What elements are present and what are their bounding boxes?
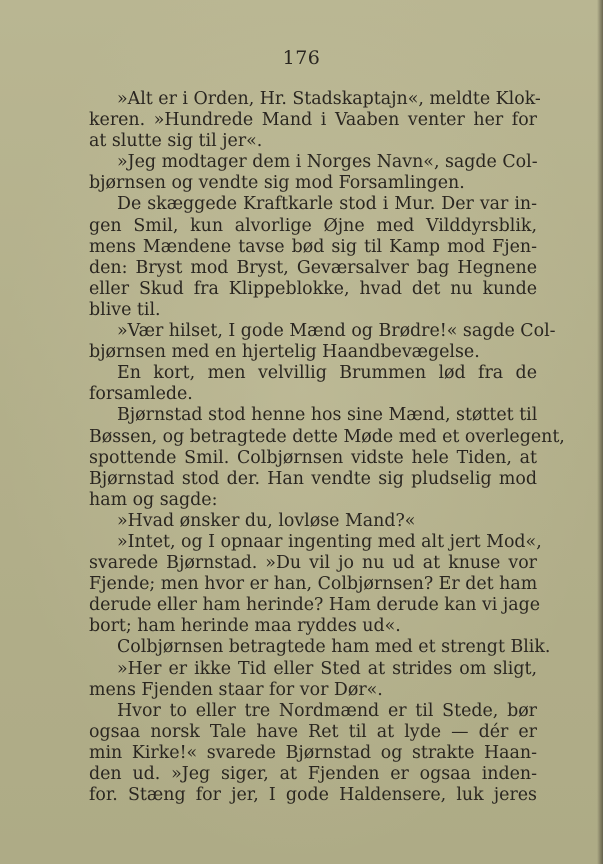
text-line: Bøssen, og betragtede dette Møde med et overlegent, (89, 426, 565, 447)
text-line: »Hvad ønsker du, lovløse Mand?« (117, 510, 416, 531)
text-line: den ud. »Jeg siger, at Fjenden er ogsaa inden- (89, 764, 537, 784)
text-line: bjørnsen med en hjertelig Haandbevægelse. (89, 342, 480, 363)
page-edge-shadow (597, 0, 603, 864)
text-line: »Her er ikke Tid eller Sted at strides om sligt, (117, 658, 537, 679)
text-line: Colbjørnsen betragtede ham med et strengt Blik. (117, 637, 551, 658)
text-line: keren. »Hundrede Mand i Vaaben venter her for (89, 110, 537, 131)
text-line: Hvor to eller tre Nordmænd er til Stede, bør (117, 700, 537, 721)
text-line: De skæggede Kraftkarle stod i Mur. Der var in- (117, 194, 537, 215)
text-line: ogsaa norsk Tale have Ret til at lyde — dér er (89, 721, 537, 742)
text-line: svarede Bjørnstad. »Du vil jo nu ud at knuse vor (89, 553, 537, 574)
text-line: »Vær hilset, I gode Mænd og Brødre!« sagde Col- (117, 321, 556, 342)
text-line: bort; ham herinde maa ryddes ud«. (89, 616, 401, 637)
text-line: Bjørnstad stod henne hos sine Mænd, støttet til (117, 405, 538, 426)
text-line: »Jeg modtager dem i Norges Navn«, sagde Col- (117, 152, 538, 173)
page-number: 176 (282, 47, 321, 69)
text-line: at slutte sig til jer«. (89, 131, 263, 152)
text-line: »Alt er i Orden, Hr. Stadskaptajn«, meldte Klok- (117, 89, 541, 109)
text-line: En kort, men velvillig Brummen lød fra de (117, 363, 537, 384)
text-line: »Intet, og I opnaar ingenting med alt jert Mod«, (117, 531, 542, 552)
body-text (89, 89, 565, 806)
text-line: spottende Smil. Colbjørnsen vidste hele Tiden, at (89, 447, 537, 468)
text-line: den: Bryst mod Bryst, Geværsalver bag Hegnene (89, 257, 537, 278)
text-line: bjørnsen og vendte sig mod Forsamlingen. (89, 173, 465, 194)
text-line: ham og sagde: (89, 489, 218, 510)
text-line: derude eller ham herinde? Ham derude kan vi jage (89, 595, 541, 616)
text-line: eller Skud fra Klippeblokke, hvad det nu kunde (89, 278, 537, 299)
text-line: gen Smil, kun alvorlige Øjne med Vilddyrsblik, (89, 215, 537, 236)
text-line: forsamlede. (89, 384, 193, 405)
text-line: mens Mændene tavse bød sig til Kamp mod Fjen- (89, 236, 537, 257)
text-line: blive til. (89, 299, 161, 320)
text-line: min Kirke!« svarede Bjørnstad og strakte Haan- (89, 742, 537, 763)
text-line: Fjende; men hvor er han, Colbjørnsen? Er det ham (89, 574, 538, 595)
text-line: for. Stæng for jer, I gode Haldensere, luk jeres (89, 785, 537, 806)
text-line: mens Fjenden staar for vor Dør«. (89, 679, 383, 700)
text-line: Bjørnstad stod der. Han vendte sig pludselig mod (89, 468, 537, 489)
